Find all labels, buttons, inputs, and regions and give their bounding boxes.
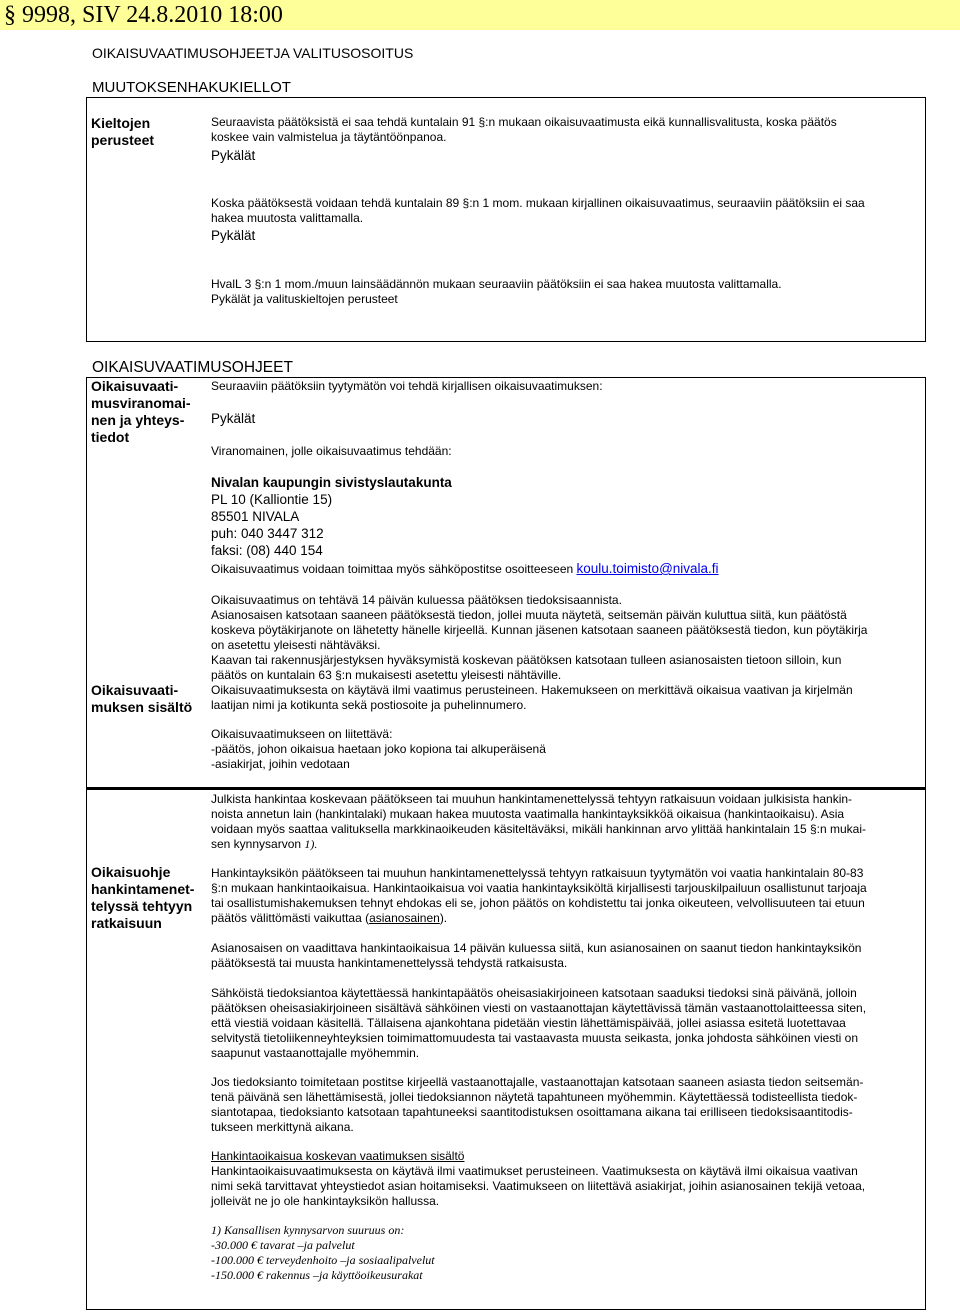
pykalat-2: Pykälät	[211, 228, 256, 243]
restriction-p3-line2: Pykälät ja valituskieltojen perusteet	[211, 292, 398, 306]
label-procurement-4: ratkaisuun	[91, 915, 162, 931]
footnote-ref: 1).	[304, 837, 318, 851]
deadline-line1: Oikaisuvaatimus on tehtävä 14 päivän kuluessa päätöksen tiedoksisaannista.	[211, 593, 622, 607]
proc-p2-line4-c: ).	[439, 911, 448, 925]
restriction-p1-line2: koskee vain valmistelua ja täytäntöönpanoa.	[211, 130, 447, 144]
footnote-line3: -100.000 € terveydenhoito –ja sosiaalipalvelut	[211, 1253, 435, 1267]
attach-line1: Oikaisuvaatimukseen on liitettävä:	[211, 727, 393, 741]
authority-intro: Viranomainen, jolle oikaisuvaatimus tehdään:	[211, 444, 452, 458]
proc-p5-line4: tukseen merkittynä aikana.	[211, 1120, 354, 1134]
proc-p2-line4-b: asianosainen	[369, 911, 440, 925]
proc-p4-line4: selvitystä tietoliikenneyhteyksien toimimattomuudesta tai vastaavasta muusta seikasta, jonka johdosta sähköinen viesti on	[211, 1031, 859, 1045]
label-content-1: Oikaisuvaati-	[91, 682, 179, 698]
proc-p4-line1: Sähköistä tiedoksiantoa käytettäessä hankintapäätös oheisasiakirjoineen katsotaan saaduksi tiedoksi sinä päivänä, jolloin	[211, 986, 857, 1000]
footnote-line2: -30.000 € tavarat –ja palvelut	[211, 1238, 355, 1252]
label-content-2: muksen sisältö	[91, 699, 193, 715]
proc-p2-line4-a: päätös välittömästi vaikuttaa (	[211, 911, 370, 925]
proc-p2-line4	[211, 911, 447, 926]
pykalat-1: Pykälät	[211, 148, 256, 163]
intro-text: Seuraaviin päätöksiin tyytymätön voi tehdä kirjallisen oikaisuvaatimuksen:	[211, 379, 603, 393]
email-link[interactable]: koulu.toimisto@nivala.fi	[576, 561, 719, 576]
label-kieltojen: Kieltojen	[91, 115, 151, 131]
attach-line3: -asiakirjat, joihin vedotaan	[211, 757, 350, 771]
label-authority-3: nen ja yhteys-	[91, 412, 185, 428]
attach-line2: -päätös, johon oikaisua haetaan joko kopiona tai alkuperäisenä	[211, 742, 546, 756]
email-text: Oikaisuvaatimus voidaan toimittaa myös sähköpostitse osoitteeseen	[211, 562, 574, 576]
restriction-p2-line2: hakea muutosta valittamalla.	[211, 211, 364, 225]
deadline-line2: Asianosaisen katsotaan saaneen päätöksestä tiedon, jollei muuta näytetä, seitsemän päivän kuluttua siitä, kun päätöstä	[211, 608, 847, 622]
deadline-line5: Kaavan tai rakennusjärjestyksen hyväksymistä koskevan päätöksen katsotaan tulleen asianosaisten tietoon silloin, kun	[211, 653, 842, 667]
deadline-line4: on asetettu yleisesti nähtäväksi.	[211, 638, 381, 652]
document-title: OIKAISUVAATIMUSOHJEETJA VALITUSOSOITUS	[92, 45, 414, 61]
proc-p5-line3: siantotapaa, tiedoksianto katsotaan tapahtuneeksi saantitodistuksen osoittamana aikana tai erilliseen tiedoksisaantitodis-	[211, 1105, 853, 1119]
restriction-p3-line1: HvalL 3 §:n 1 mom./muun lainsäädännön mukaan seuraaviin päätöksiin ei saa hakea muutosta valittamalla.	[211, 277, 782, 291]
section-heading-instructions: OIKAISUVAATIMUSOHJEET	[92, 359, 293, 376]
label-procurement-1: Oikaisuohje	[91, 864, 171, 880]
proc-p4-line5: saapunut vastaanottajalle myöhemmin.	[211, 1046, 420, 1060]
label-procurement-3: telyssä tehtyyn	[91, 898, 193, 914]
proc-p1-line4	[211, 837, 317, 852]
proc-p6-line1: Hankintaoikaisuvaatimuksesta on käytävä ilmi vaatimukset perusteineen. Vaatimuksesta on käytävä ilmi oikaisua vaativan	[211, 1164, 858, 1178]
authority-name: Nivalan kaupungin sivistyslautakunta	[211, 475, 452, 490]
content-line2: laatijan nimi ja kotikunta sekä postiosoite ja puhelinnumero.	[211, 698, 527, 712]
footnote-line1: 1) Kansallisen kynnysarvon suuruus on:	[211, 1223, 405, 1237]
proc-p2-line3: tai osallistumishakemuksen tehnyt ehdokas eli se, johon päätös on kohdistettu tai jonka oikeuteen, velvollisuuteen tai etuun	[211, 896, 865, 910]
proc-p6-line2: nimi sekä tarvittavat yhteystiedot asian hoitamiseksi. Vaatimukseen on liitettävä asiakirjat, joihin asianosainen tekijä vetoaa,	[211, 1179, 866, 1193]
proc-p1-line3: voidaan myös saattaa valituksella markkinaoikeuden käsiteltäväksi, mikäli hankinnan arvo ylittää hankintalain 15 §:n mukai-	[211, 822, 867, 836]
label-procurement-2: hankintamenet-	[91, 881, 195, 897]
proc-p3-line2: päätöksestä tai muusta hankintamenettelyssä tehdystä ratkaisusta.	[211, 956, 568, 970]
email-line	[211, 560, 719, 577]
address-line2: 85501 NIVALA	[211, 509, 300, 524]
label-authority-1: Oikaisuvaati-	[91, 378, 179, 394]
banner-text: § 9998, SIV 24.8.2010 18:00	[4, 2, 283, 28]
proc-p1-line4-text: sen kynnysarvon	[211, 837, 302, 851]
label-authority-4: tiedot	[91, 429, 130, 445]
proc-p3-line1: Asianosaisen on vaadittava hankintaoikaisua 14 päivän kuluessa siitä, kun asianosainen on saanut tiedon hankintayksikön	[211, 941, 862, 955]
proc-p6-line3: jolleivät ne jo ole hankintayksikön hallussa.	[211, 1194, 440, 1208]
restriction-p2-line1: Koska päätöksestä voidaan tehdä kuntalain 89 §:n 1 mom. mukaan kirjallinen oikaisuvaatimus, seuraaviin päätöksiin ei saa	[211, 196, 865, 210]
pykalat-3: Pykälät	[211, 411, 256, 426]
proc-p2-line2: §:n mukaan hankintaoikaisua. Hankintaoikaisua voi vaatia hankintayksiköltä kirjallisesti tarjouskilpailuun osallistunut tarjoaja	[211, 881, 867, 895]
proc-p4-line2: päätöksen oheisasiakirjoineen sisältävä sähköinen viesti on vastaanottajan käytettävissä tämän vastaanottolaitteessa siten,	[211, 1001, 867, 1015]
proc-p6-heading: Hankintaoikaisua koskevan vaatimuksen sisältö	[211, 1149, 465, 1163]
deadline-line3: koskeva pöytäkirjanote on lähetetty hänelle kirjeellä. Kunnan jäsenen katsotaan saaneen päätöksestä tiedon, kun pöytäkirja	[211, 623, 868, 637]
phone: puh: 040 3447 312	[211, 526, 324, 541]
proc-p5-line1: Jos tiedoksianto toimitetaan postitse kirjeellä vastaanottajalle, vastaanottajan katsotaan saaneen asiasta tiedon seitsemän-	[211, 1075, 864, 1089]
restriction-p1-line1: Seuraavista päätöksistä ei saa tehdä kuntalain 91 §:n mukaan oikaisuvaatimusta eikä kunnallisvalitusta, koska päätös	[211, 115, 837, 129]
footnote-line4: -150.000 € rakennus –ja käyttöoikeusurakat	[211, 1268, 423, 1282]
address-line1: PL 10 (Kalliontie 15)	[211, 492, 333, 507]
content-line1: Oikaisuvaatimuksesta on käytävä ilmi vaatimus perusteineen. Hakemukseen on merkittävä oikaisua vaativan ja kirjelmän	[211, 683, 853, 697]
label-perusteet: perusteet	[91, 132, 155, 148]
deadline-line6: päätös on kuntalain 63 §:n mukaisesti asetettu yleisesti nähtäville.	[211, 668, 562, 682]
proc-p2-line1: Hankintayksikön päätökseen tai muuhun hankintamenettelyssä tehtyyn ratkaisuun tyytymätön voi vaatia hankintalain 80-83	[211, 866, 864, 880]
proc-p5-line2: tenä päivänä sen lähettämisestä, jollei tiedoksiannon näytetä tapahtuneen myöhemmin. Käytettäessä todisteellista tiedok-	[211, 1090, 858, 1104]
label-authority-2: musviranomai-	[91, 395, 191, 411]
proc-p1-line2: noista annetun lain (hankintalaki) mukaan hakea muutosta vaatimalla hankintayksikköä oikaisua (hankintaoikaisu). Asia	[211, 807, 845, 821]
proc-p4-line3: että viestiä voidaan käsitellä. Tällaisena ajankohtana pidetään viestin lähettämispäivää, jollei asiassa esitetä luotettavaa	[211, 1016, 846, 1030]
section-heading-restrictions: MUUTOKSENHAKUKIELLOT	[92, 79, 291, 96]
fax: faksi: (08) 440 154	[211, 543, 323, 558]
proc-p1-line1: Julkista hankintaa koskevaan päätökseen tai muuhun hankintamenettelyssä tehtyyn ratkaisuun voidaan julkisista hankin-	[211, 792, 853, 806]
